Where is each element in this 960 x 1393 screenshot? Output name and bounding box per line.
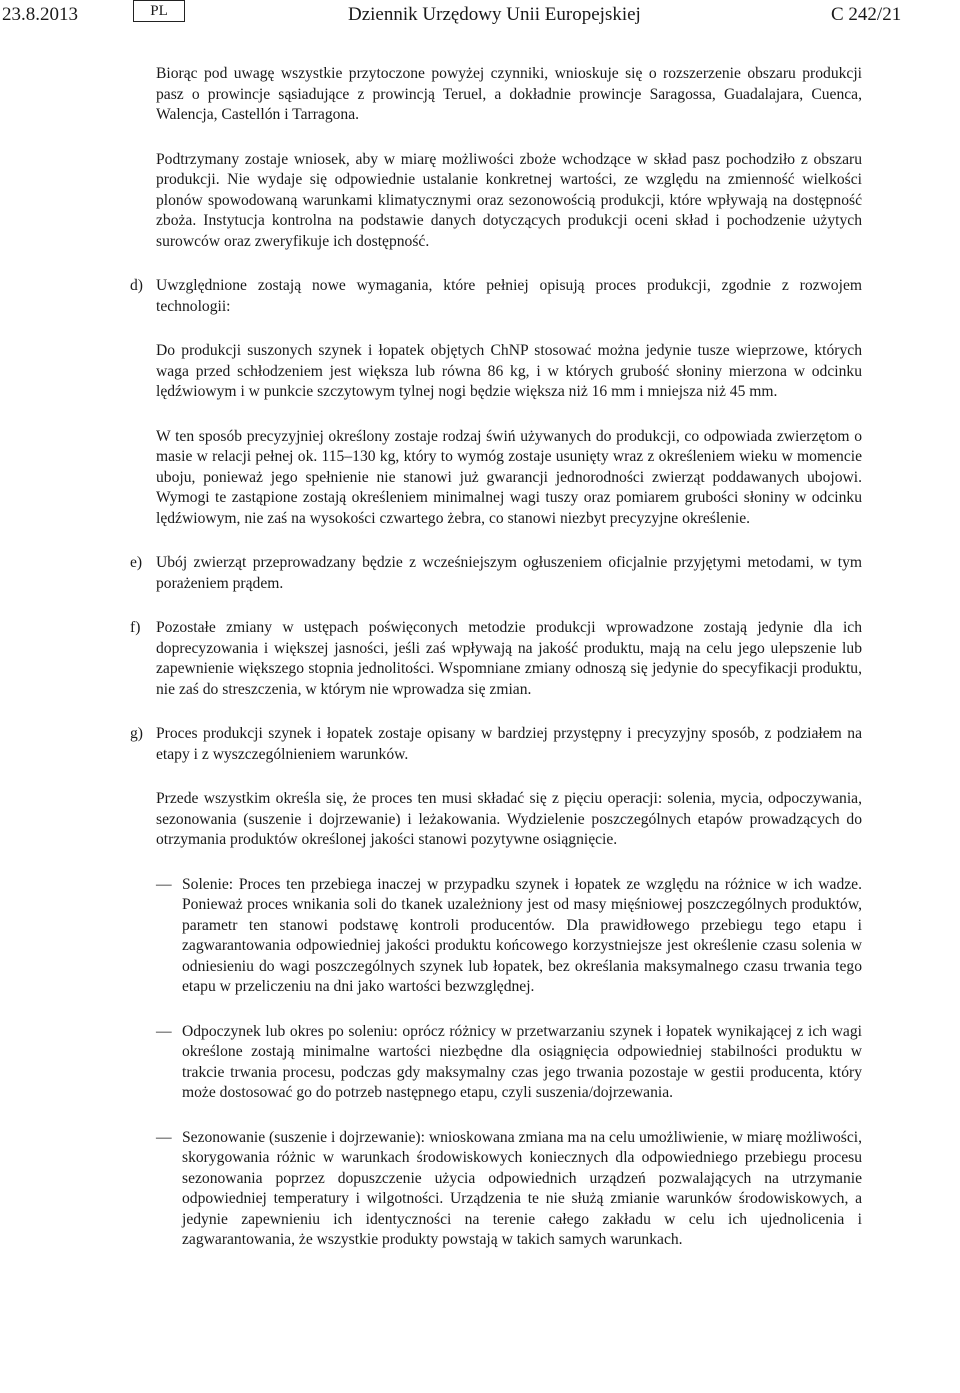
- dash-item-rest: [130, 1022, 862, 1104]
- item-d: [130, 276, 862, 317]
- item-text: Proces produkcji szynek i łopatek zostaje opisany w bardziej przystępny i precyzyjny sposób, z podziałem na etapy i z wyszczególnieniem warunków.: [156, 725, 862, 763]
- dash-text: Sezonowanie (suszenie i dojrzewanie): wnioskowana zmiana ma na celu umożliwienie, w miarę możliwości, skorygowania różnic w warunkach środowiskowych koniecznych dla odpowiedniego przebiegu procesu sezonowania poprzez dopuszczenie użycia odpowiednich urządzeń pozwalających na utrzymanie odpowiedniej temperatury i wilgotności. Urządzenia te nie służą zmianie warunków środowiskowych, a jedynie zapewnieniu ich identyczności na terenie całego zakładu w celu ich ujednolicenia i zagwarantowania, że wszystkie produkty powstają w takich samych warunkach.: [182, 1128, 862, 1248]
- paragraph-pig-type: W ten sposób precyzyjniej określony zostaje rodzaj świń używanych do produkcji, co odpowiada zwierzętom o masie w relacji pełnej ok. 115–130 kg, który to wymóg zostaje usunięty wraz z określeniem wieku w momencie uboju, ponieważ jego spełnienie nie stanowi już gwarancji jednorodności zwierząt poddawanych ubojowi. Wymogi te zastąpione zostają określeniem minimalnej wagi tuszy oraz pomiarem grubości słoniny w odcinku lędźwiowym, nie zaś na wysokości czwartego żebra, co stanowi niezbyt precyzyjne określenie.: [156, 427, 862, 527]
- paragraph-cereal: Podtrzymany zostaje wniosek, aby w miarę możliwości zboże wchodzące w skład pasz pochodziło z obszaru produkcji. Nie wydaje się odpowiednie ustalanie konkretnej wartości, ze względu na zmienność wielkości plonów spowodowaną warunkami klimatycznymi oraz sezonowością produkcji, które wpływają na dostępność zboża. Instytucja kontrolna na podstawie danych dotyczących produkcji oceni skład i pochodzenie użytych surowców oraz zweryfikuje ich dostępność.: [156, 150, 862, 250]
- dash-text: Odpoczynek lub okres po soleniu: oprócz różnicy w przetwarzaniu szynek i łopatek wynikającej z ich wagi określone zostają minimalne wartości niezbędne dla osiągnięcia odpowiedniej stabilności produktu w trakcie trwania procesu, podczas gdy maksymalny czas jego trwania pozostaje w gestii producenta, który może dostosować go do potrzeb następnego etapu, czyli suszenia/dojrzewania.: [182, 1022, 862, 1101]
- item-label: e): [130, 554, 143, 571]
- publication-date: 23.8.2013: [2, 4, 78, 25]
- page-number: C 242/21: [831, 4, 902, 25]
- document-body: [130, 64, 862, 1251]
- dash-marker: —: [156, 1128, 172, 1146]
- paragraph-extension: Biorąc pod uwagę wszystkie przytoczone powyżej czynniki, wnioskuje się o rozszerzenie obszaru produkcji pasz o prowincje sąsiadujące z prowincją Teruel, a dokładnie prowincje Saragossa, Guadalajara, Cuenca, Walencja, Castellón i Tarragona.: [156, 65, 862, 123]
- item-label: d): [130, 277, 143, 294]
- item-label: f): [130, 619, 141, 636]
- dash-text: Solenie: Proces ten przebiega inaczej w przypadku szynek i łopatek ze względu na różnice w ich wadze. Ponieważ proces wnikania soli do tkanek uzależniony jest od masy mięśniowej poszczególnych produktów, parametr ten stanowi podstawę kontroli producentów. Dla prawidłowego przebiegu tego etapu i zagwarantowania odpowiedniej jakości produktu końcowego korzystniejsze jest określenie czasu solenia w odniesieniu do wagi poszczególnych szynek lub łopatek, bez określania maksymalnego czasu trwania tego etapu w przeliczeniu na dni jako wartości bezwzględnej.: [182, 875, 862, 995]
- item-text: Uwzględnione zostają nowe wymagania, które pełniej opisują proces produkcji, zgodnie z rozwojem technologii:: [156, 277, 862, 315]
- journal-title: Dziennik Urzędowy Unii Europejskiej: [348, 4, 641, 25]
- item-g: [130, 724, 862, 765]
- paragraph-operations: Przede wszystkim określa się, że proces ten musi składać się z pięciu operacji: solenia, mycia, odpoczywania, sezonowania (suszenie i dojrzewanie) i leżakowania. Wydzielenie poszczególnych etapów prowadzących do otrzymania produktów określonej jakości stanowi pozytywne osiągnięcie.: [156, 790, 862, 848]
- language-badge: PL: [133, 0, 185, 22]
- item-text: Ubój zwierząt przeprowadzany będzie z wcześniejszym ogłuszeniem oficjalnie przyjętymi metodami, w tym porażeniem prądem.: [156, 554, 862, 592]
- dash-item-seasoning: [130, 1128, 862, 1251]
- dash-marker: —: [156, 1022, 172, 1040]
- dash-marker: —: [156, 875, 172, 893]
- paragraph-carcass: Do produkcji suszonych szynek i łopatek objętych ChNP stosować można jedynie tusze wieprzowe, których waga przed schłodzeniem jest większa lub równa 86 kg, i w których grubość słoniny mierzona w odcinku lędźwiowym i w punkcie szczytowym tylnej nogi będzie większa niż 16 mm i mniejsza niż 45 mm.: [156, 342, 862, 400]
- item-e: [130, 553, 862, 594]
- dash-item-salting: [130, 875, 862, 998]
- item-label: g): [130, 725, 143, 742]
- item-text: Pozostałe zmiany w ustępach poświęconych metodzie produkcji wprowadzone zostają jedynie dla ich doprecyzowania i większej jasności, jeśli zaś wpływają na jakość produktu, mają na celu jego ulepszenie lub zapewnienie większego stopnia jednolitości. Wspomniane zmiany odnoszą się jedynie do specyfikacji produktu, nie zaś do streszczenia, w którym nie wprowadza się zmian.: [156, 619, 862, 698]
- page-header: [0, 0, 960, 40]
- item-f: [130, 618, 862, 700]
